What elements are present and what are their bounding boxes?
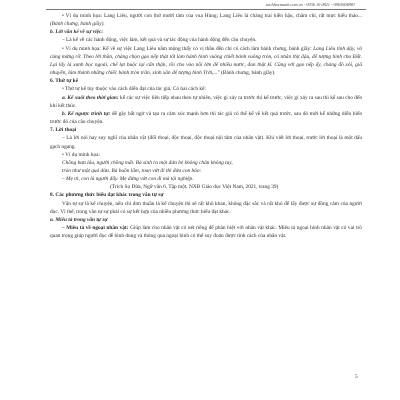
quote-line: – Mẹ ơi, con là người đấy. Mẹ đừng vứt con đi mà tội nghiệp. <box>62 176 194 183</box>
section-heading: 6. Thứ tự kể <box>50 78 78 85</box>
paragraph: – Miêu tả về ngoại nhân vật: Giúp làm cho nhân vật có nét riêng để phân biệt với nhân vật khác. Miêu tả ngoại hình nhân vật có vai trò quan trọng giúp người đọc dễ hình dung và thông qua ngoại hình có thể suy đoán được tính cách của nhân vật. <box>50 225 362 240</box>
page-number: 5 <box>355 374 358 380</box>
page-content <box>50 12 362 240</box>
paragraph: • Ví dụ minh họa: <box>62 151 100 158</box>
paragraph: • Ví dụ minh họa: Kể về sự việc Lang Liêu nằm mộng thấy có vị thần đến chỉ có cách làm bánh chưng, bánh giầy: Lang Liêu tỉnh dậy, vô cùng mừng rỡ. Theo lời thần, chàng chọn gạo nếp thật tốt làm bánh hình vuông chiết bánh vuông tròn, có nhân thịt đậu, để tượng hình cho Đất. Lại lấy lá xanh bọc ngoài, chế lạt buộc lại cẩn thận, rồi cho vào nồi lớn để nhiều nước, đun thật kĩ. Cũng với gạo nếp ấy, chàng đồ xôi, giã nhuyễn, làm thành những chiếc bánh tròn trắn, xinh xắn để tượng hình Trời,..." (Bánh chưng, bánh giầy). <box>50 45 362 77</box>
paragraph: – Là lời nói hay suy nghĩ của nhân vật (đối thoại, độc thoại, độc thoại nội tâm của nhân vật). Khi viết lời thoại, trước lời thoại là một dấu gạch ngang. <box>50 135 362 150</box>
paragraph: b. Kể ngược trình tự: để gây bất ngờ và tạo ra cảm xúc mạnh hơn thì tác giả có thể kể về kết quả trước, sau đó mới kể những diễn biến trước đó của câu chuyện. <box>50 110 362 126</box>
paragraph: • Ví dụ minh họa: Lang Liêu, người con thứ mười tám của vua Hùng; Lang Liêu là chàng trai hiền hậu, chăm chỉ, rất mực hiếu thảo... (Bánh chưng, bánh giầy). <box>50 13 362 28</box>
header-rule <box>46 9 366 10</box>
section-heading: a. Miêu tả trong văn tự sự <box>50 216 108 223</box>
paragraph: a. Kể xuôi theo thời gian: kể các sự việc liên tiếp nhau theo tự nhiên, việc gì xảy ra trước thì kể trước, việc gì xảy ra sau thì kể sau cho đến khi kết thúc. <box>50 94 362 109</box>
quote-line: Chồng bưa lâu, người chồng mất. Bà sinh ra một đứa bé không chân không tay, <box>62 159 233 166</box>
paragraph: • Thứ tự kể tùy thuộc vào cách diễn đạt của tác giả. Có hai cách kể: <box>62 86 206 93</box>
section-heading: 7. Lời thoại <box>50 127 77 134</box>
paragraph: – Là kể về các hành động, việc làm, kết quả và sự tác động của hành động đến câu chuyện. <box>62 37 257 44</box>
quote-line: tròn như một quả dừa. Bà buồn lắm, toan vứt đi thì đứa con bảo: <box>62 167 202 174</box>
paragraph: Văn tự sự là kể chuyện, nếu chỉ đơn thuần là kể chuyện thì sẽ rất khô khan, không đặc sắc và rất khó để lấy được sự đồng cảm của người đọc. Vì thế, trong văn tự sự phải có sự kết hợp của nhiều phương thức biểu đạt khác. <box>50 200 362 215</box>
page-header: sachhocmanh.com.vn - 0936 10 0821 - 0963004881 <box>265 2 355 7</box>
quote-source: (Trích Sọ Dừa, Ngữ văn 6, Tập một, NXB Giáo dục Việt Nam, 2021, trang 39) <box>110 184 279 191</box>
section-heading: 8. Các phương thức biểu đạt khác trong văn tự sự <box>50 192 164 199</box>
section-heading: b. Lời văn kể về sự việc: <box>50 29 104 36</box>
